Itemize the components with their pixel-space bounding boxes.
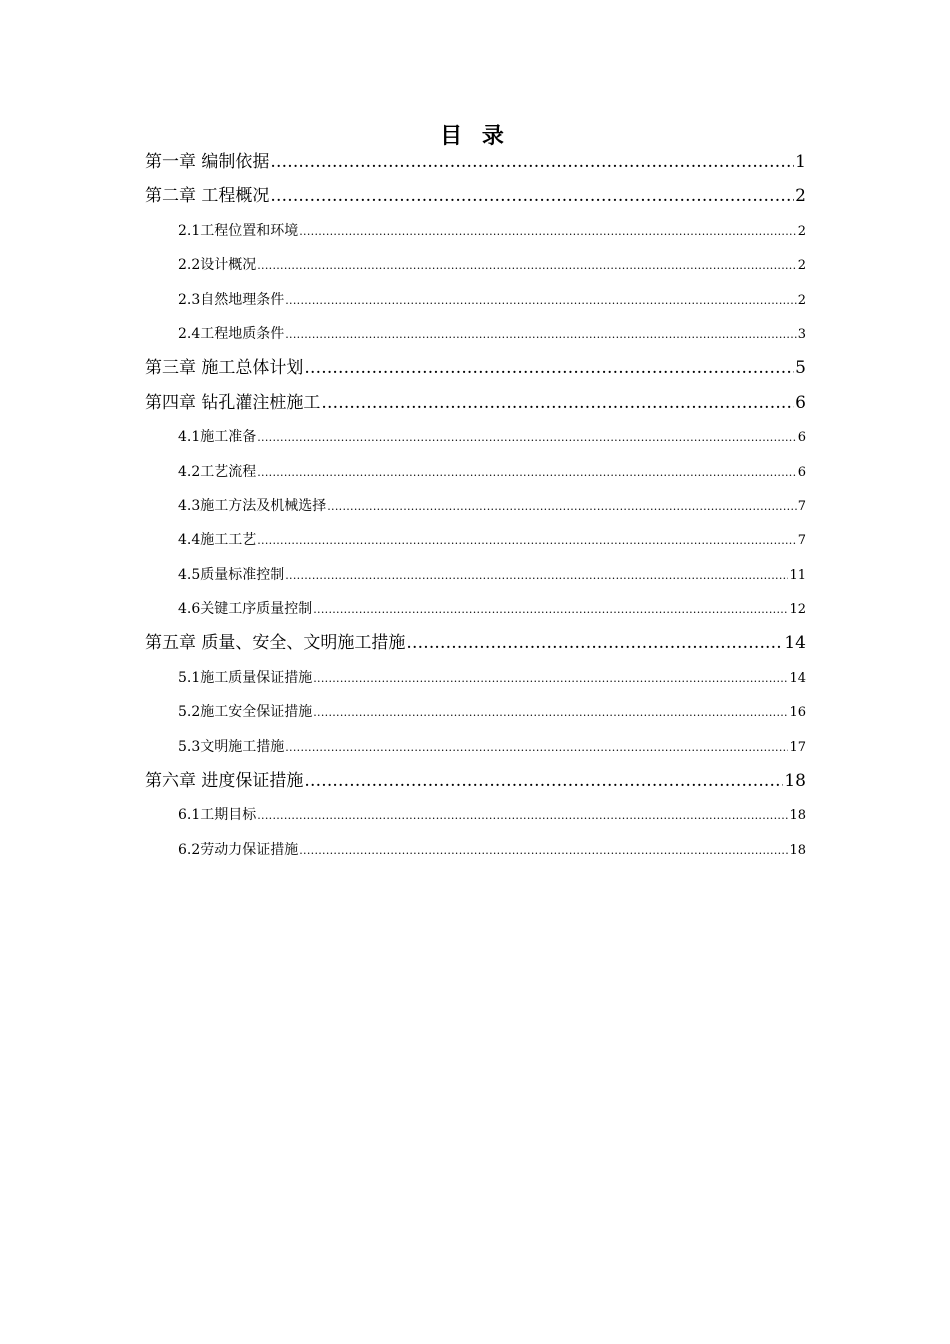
toc-entry-label: 5.3文明施工措施 [178,738,285,755]
toc-chapter-entry[interactable] [145,145,806,179]
toc-page-number: 6 [795,392,806,413]
toc-chapter-entry[interactable] [145,179,806,213]
toc-dot-leader [257,523,796,557]
toc-dot-leader [285,317,796,351]
toc-chapter-entry[interactable] [145,764,806,798]
toc-dot-leader [406,626,783,660]
toc-dot-leader [270,179,794,213]
toc-page-number: 2 [795,186,806,207]
toc-entry-label: 第五章 质量、安全、文明施工措施 [145,633,406,654]
toc-page-number: 12 [789,602,806,618]
toc-entry-label: 4.1施工准备 [178,429,257,446]
toc-entry-label: 4.6关键工序质量控制 [178,601,313,618]
toc-entry-label: 第一章 编制依据 [145,152,270,172]
toc-entry-label: 4.3施工方法及机械选择 [178,497,327,514]
toc-dot-leader [257,420,796,454]
toc-entry-label: 5.2施工安全保证措施 [178,704,313,721]
toc-dot-leader [313,695,788,729]
toc-entry-label: 第三章 施工总体计划 [145,358,304,379]
toc-section-entry[interactable] [145,833,806,867]
toc-page-number: 14 [789,670,806,686]
toc-dot-leader [304,351,794,385]
toc-page-number: 5 [795,358,806,379]
toc-page-number: 2 [797,292,806,308]
toc-dot-leader [285,730,788,764]
toc-section-entry[interactable] [145,248,806,282]
toc-page-number: 6 [797,430,806,446]
toc-title: 目 录 [440,123,510,149]
toc-dot-leader [304,764,783,798]
toc-entry-label: 2.4工程地质条件 [178,325,285,342]
table-of-contents [145,145,806,867]
toc-page-number: 2 [797,223,806,239]
toc-section-entry[interactable] [145,695,806,729]
toc-entry-label: 5.1施工质量保证措施 [178,669,313,686]
toc-dot-leader [257,248,796,282]
toc-page-number: 18 [789,842,806,858]
toc-section-entry[interactable] [145,730,806,764]
toc-dot-leader [257,798,788,832]
toc-page-number: 18 [789,808,806,824]
toc-chapter-entry[interactable] [145,351,806,385]
toc-dot-leader [257,455,796,489]
toc-page-number: 2 [797,258,806,274]
toc-dot-leader [299,214,796,248]
toc-section-entry[interactable] [145,523,806,557]
toc-entry-label: 6.2劳动力保证措施 [178,841,299,858]
toc-page-number: 18 [784,771,806,792]
toc-entry-label: 4.5质量标准控制 [178,566,285,583]
toc-section-entry[interactable] [145,317,806,351]
toc-dot-leader [285,558,788,592]
toc-chapter-entry[interactable] [145,626,806,660]
toc-dot-leader [270,145,794,179]
toc-section-entry[interactable] [145,489,806,523]
toc-section-entry[interactable] [145,661,806,695]
toc-page-number: 3 [797,326,806,342]
toc-dot-leader [313,661,788,695]
toc-entry-label: 第六章 进度保证措施 [145,771,304,792]
toc-entry-label: 第四章 钻孔灌注桩施工 [145,392,321,413]
toc-section-entry[interactable] [145,214,806,248]
toc-page-number: 17 [789,739,806,755]
toc-chapter-entry[interactable] [145,386,806,420]
toc-dot-leader [299,833,788,867]
toc-section-entry[interactable] [145,592,806,626]
toc-section-entry[interactable] [145,420,806,454]
toc-entry-label: 4.2工艺流程 [178,463,257,480]
toc-dot-leader [313,592,788,626]
toc-entry-label: 6.1工期目标 [178,807,257,824]
toc-page-number: 7 [797,498,806,514]
toc-section-entry[interactable] [145,558,806,592]
toc-page-number: 16 [789,705,806,721]
toc-entry-label: 2.2设计概况 [178,257,257,274]
toc-page-number: 1 [795,152,806,172]
toc-page-number: 7 [797,533,806,549]
toc-page-number: 6 [797,464,806,480]
toc-section-entry[interactable] [145,455,806,489]
toc-section-entry[interactable] [145,283,806,317]
toc-entry-label: 2.1工程位置和环境 [178,222,299,239]
toc-dot-leader [327,489,796,523]
toc-entry-label: 4.4施工工艺 [178,532,257,549]
toc-section-entry[interactable] [145,798,806,832]
toc-dot-leader [285,283,796,317]
toc-entry-label: 第二章 工程概况 [145,186,270,207]
toc-dot-leader [321,386,794,420]
toc-entry-label: 2.3自然地理条件 [178,291,285,308]
toc-page-number: 14 [784,633,806,654]
toc-page-number: 11 [789,567,806,583]
